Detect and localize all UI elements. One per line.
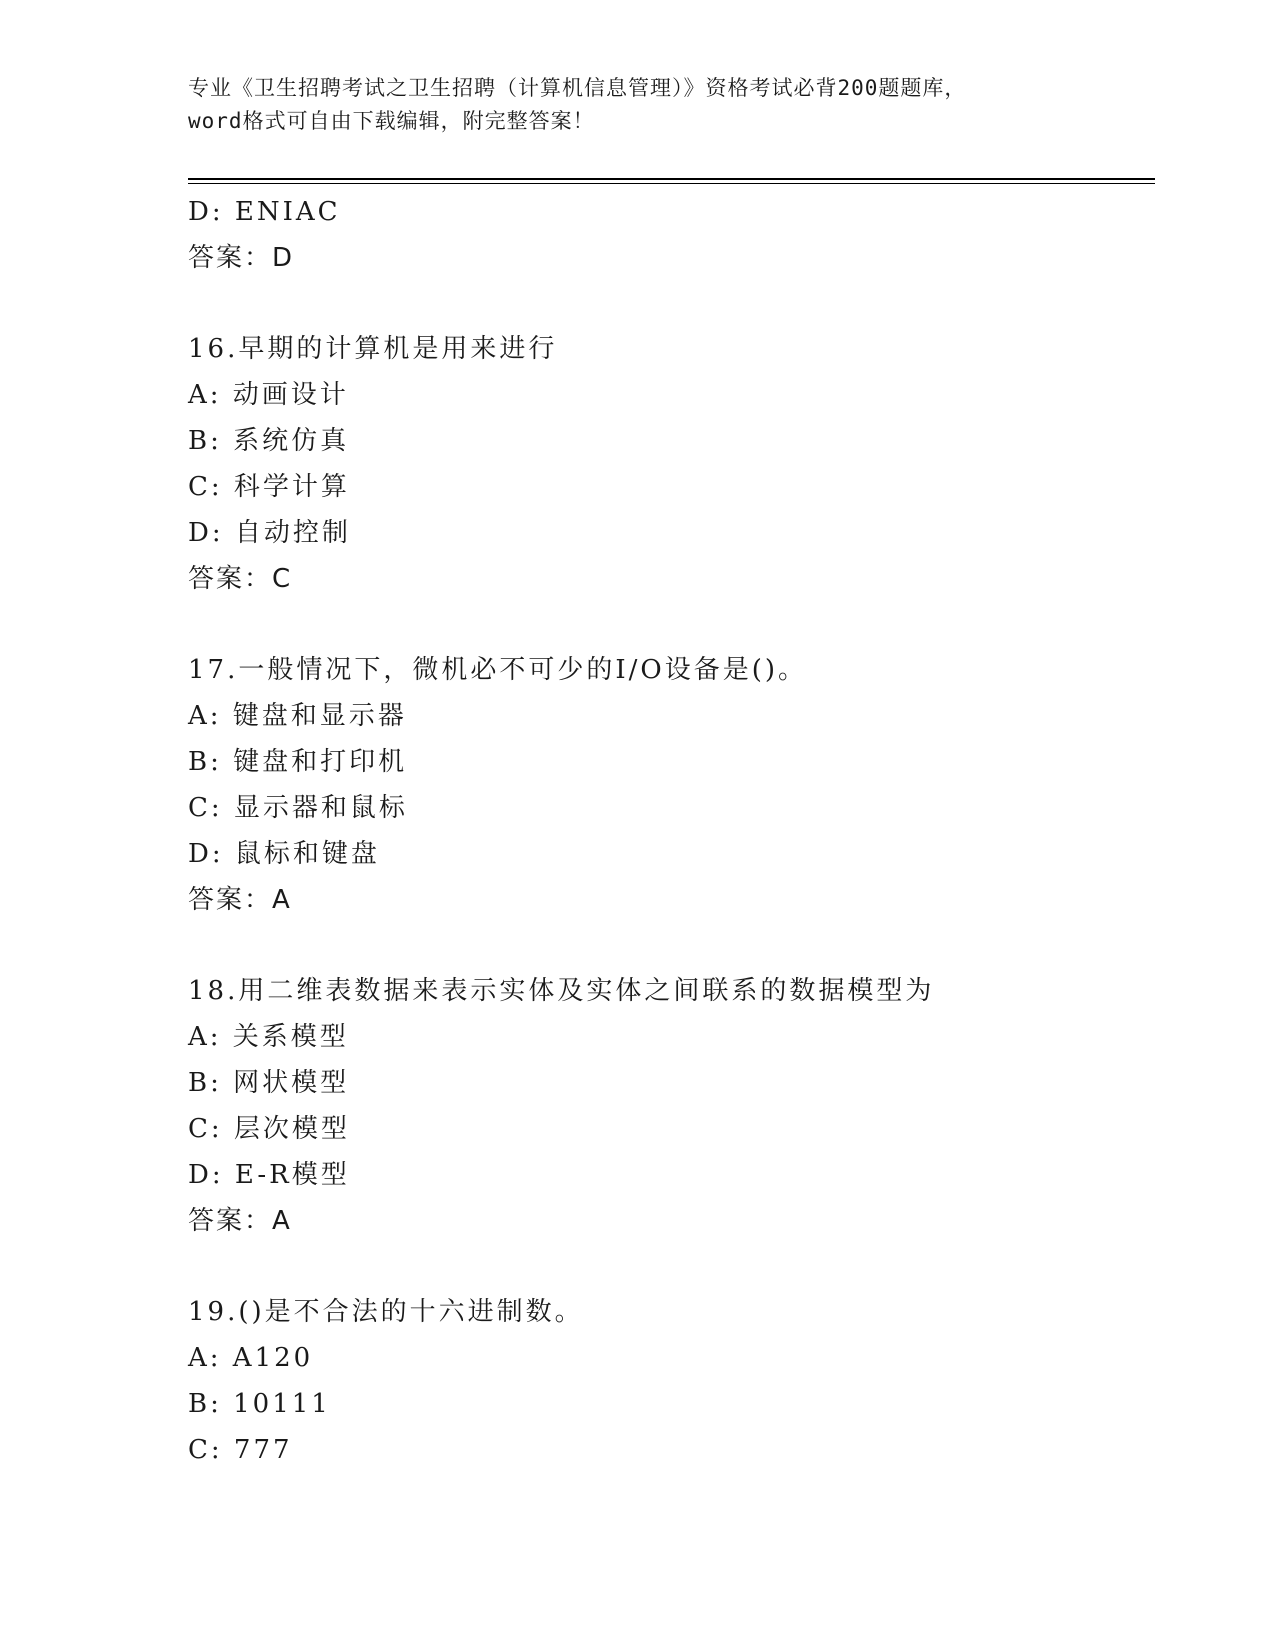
option-c: C: 777 [188, 1435, 293, 1465]
question-text: 18.用二维表数据来表示实体及实体之间联系的数据模型为 [188, 976, 935, 1006]
document-header [188, 72, 1088, 138]
question-text: 17.一般情况下，微机必不可少的I/O设备是()。 [188, 655, 807, 685]
spacer [188, 1244, 1168, 1289]
document-body [188, 189, 1168, 1473]
option-a: A: A120 [188, 1343, 314, 1373]
option-b: B: 键盘和打印机 [188, 747, 408, 777]
option-d: D: 鼠标和键盘 [188, 839, 380, 869]
answer-line: 答案：A [188, 885, 292, 915]
option-d: D: ENIAC [188, 197, 341, 227]
spacer [188, 281, 1168, 326]
option-b: B: 网状模型 [188, 1068, 350, 1098]
option-a: A: 键盘和显示器 [188, 701, 407, 731]
spacer [188, 923, 1168, 968]
option-b: B: 系统仿真 [188, 426, 350, 456]
question-text: 16.早期的计算机是用来进行 [188, 334, 558, 364]
answer-line: 答案：D [188, 243, 295, 273]
answer-line: 答案：C [188, 564, 293, 594]
option-c: C: 层次模型 [188, 1114, 350, 1144]
header-rule-thick [188, 178, 1155, 180]
question-16 [188, 326, 1168, 602]
option-d: D: E-R模型 [188, 1160, 350, 1190]
header-line-2: word格式可自由下载编辑，附完整答案！ [188, 109, 595, 133]
spacer [188, 602, 1168, 647]
option-a: A: 关系模型 [188, 1022, 349, 1052]
question-18 [188, 968, 1168, 1244]
option-b: B: 10111 [188, 1389, 331, 1419]
answer-line: 答案：A [188, 1206, 292, 1236]
question-15-tail [188, 189, 1168, 281]
header-line-1: 专业《卫生招聘考试之卫生招聘（计算机信息管理）》资格考试必背200题题库， [188, 76, 967, 100]
option-d: D: 自动控制 [188, 518, 351, 548]
option-a: A: 动画设计 [188, 380, 349, 410]
question-19 [188, 1289, 1168, 1473]
question-text: 19.()是不合法的十六进制数。 [188, 1297, 584, 1327]
option-c: C: 显示器和鼠标 [188, 793, 408, 823]
question-17 [188, 647, 1168, 923]
header-rule-thin [188, 183, 1155, 184]
option-c: C: 科学计算 [188, 472, 350, 502]
